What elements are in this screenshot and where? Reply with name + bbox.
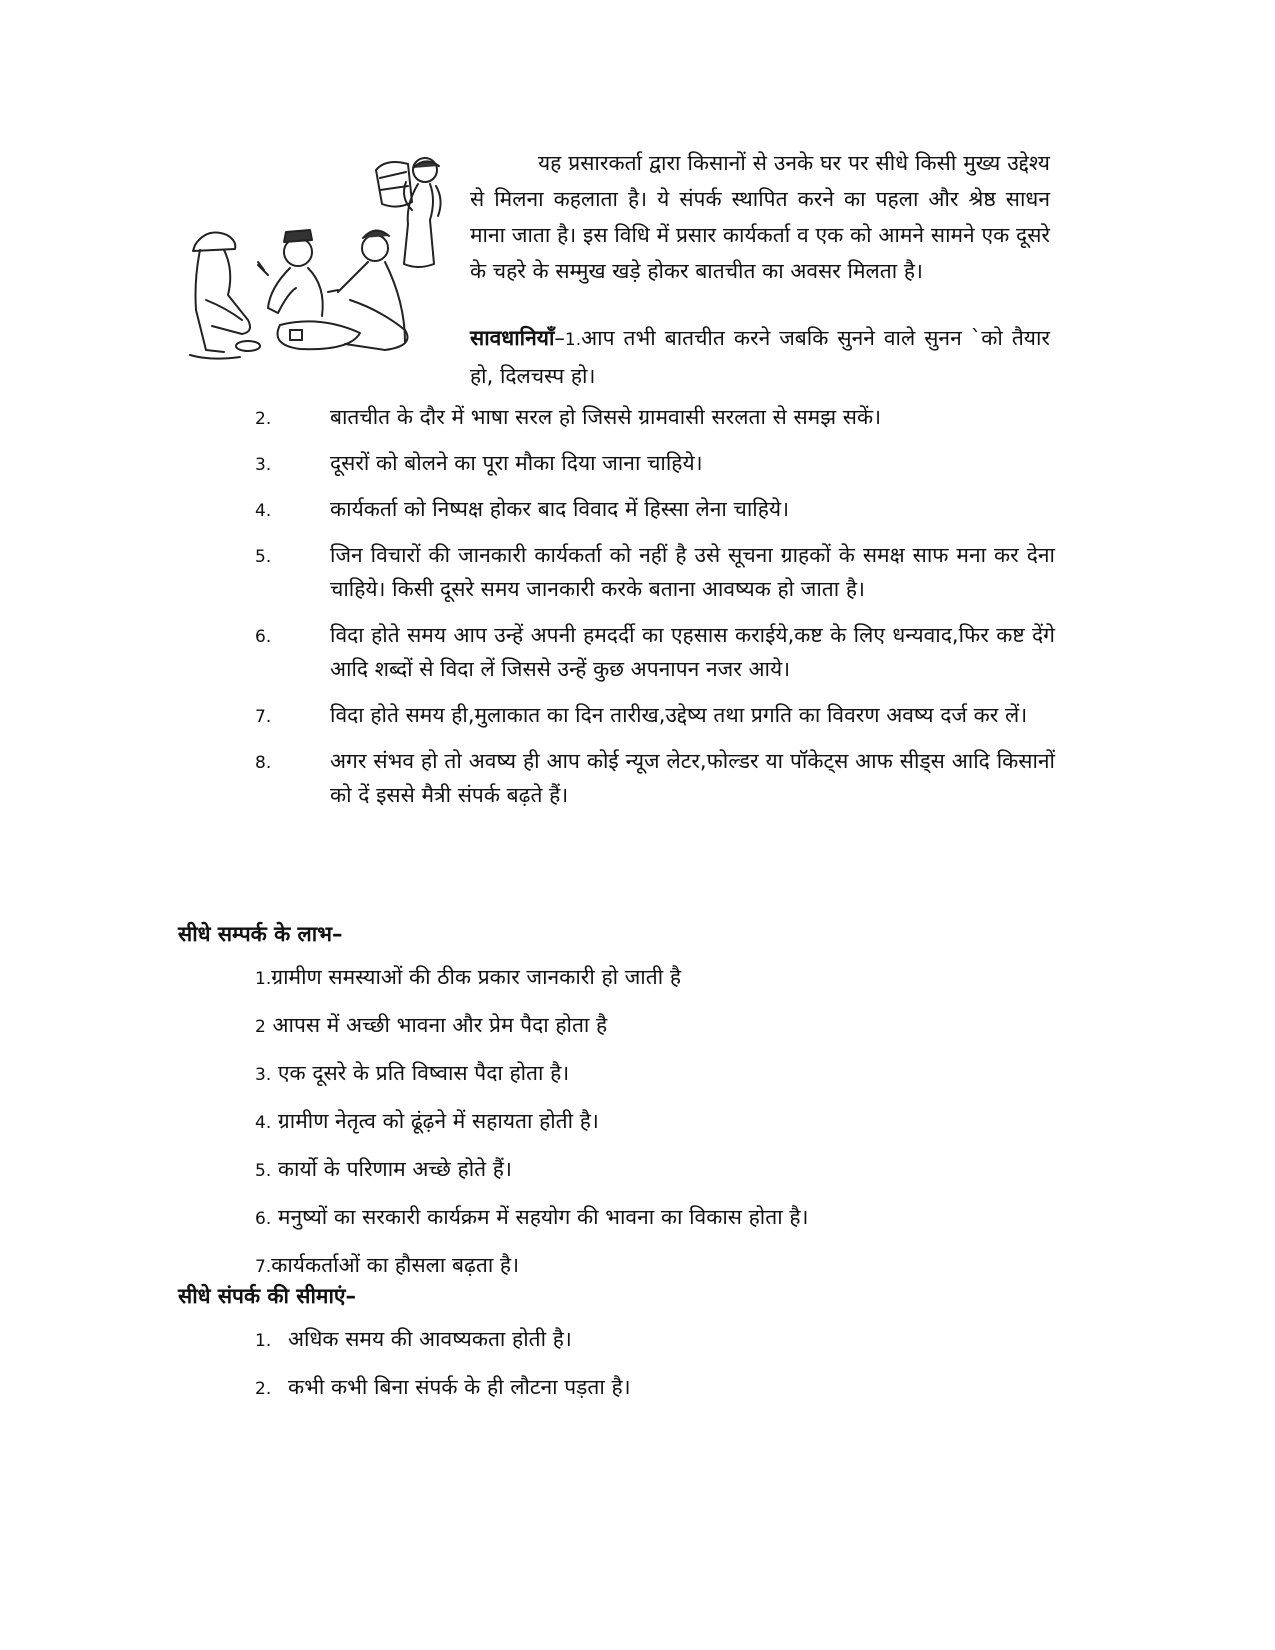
item-text: ग्रामीण समस्याओं की ठीक प्रकार जानकारी हो जाती है — [271, 965, 681, 989]
list-item — [255, 1322, 1055, 1358]
item-number: 2. — [255, 409, 272, 429]
item-number: 2. — [255, 1379, 272, 1399]
item-text: आपस में अच्छी भावना और प्रेम पैदा होता है — [265, 1013, 608, 1037]
item-text: कार्यो के परिणाम अच्छे होते हैं। — [271, 1157, 512, 1181]
list-item — [255, 1104, 1055, 1140]
benefits-list — [255, 960, 1055, 1296]
item-number: 7. — [255, 707, 272, 727]
item-number: 8. — [255, 753, 272, 773]
list-item — [255, 744, 1055, 812]
item-text: अधिक समय की आवष्यकता होती है। — [288, 1327, 572, 1351]
item-number: 2 — [255, 1017, 266, 1037]
cautions-list — [255, 400, 1055, 824]
item-number: 5. — [255, 547, 272, 567]
intro-text: यह प्रसारकर्ता द्वारा किसानों से उनके घर पर सीधे किसी मुख्य उद्देश्य से मिलना कहलाता है। ये संपर्क स्थापित करने का पहला और श्रेष्ठ साधन माना जाता है। इस विधि में प्रसार कार्यकर्ता व एक को आमने सामने एक दूसरे के चहरे के सम्मुख खड़े होकर बातचीत का अवसर मिलता है। — [470, 151, 1050, 283]
list-item — [255, 446, 1055, 480]
benefits-heading: सीधे सम्पर्क के लाभ– — [178, 922, 343, 946]
item-text: ग्रामीण नेतृत्व को ढूंढ़ने में सहायता होती है। — [271, 1109, 599, 1133]
item-text: कार्यकर्ताओं का हौसला बढ़ता है। — [271, 1253, 520, 1277]
cautions-first-number: 1. — [564, 330, 582, 350]
item-text: विदा होते समय ही,मुलाकात का दिन तारीख,उद्देष्य तथा प्रगति का विवरण अवष्य दर्ज कर लें। — [330, 703, 1028, 727]
item-number: 4. — [255, 1113, 272, 1133]
item-number: 4. — [255, 501, 272, 521]
villagers-illustration — [180, 150, 450, 365]
item-text: एक दूसरे के प्रति विष्वास पैदा होता है। — [271, 1061, 570, 1085]
list-item — [255, 1248, 1055, 1284]
item-text: कार्यकर्ता को निष्पक्ष होकर बाद विवाद में हिस्सा लेना चाहिये। — [330, 497, 790, 521]
cautions-first-item — [470, 320, 1050, 394]
item-number: 7. — [255, 1257, 272, 1277]
item-text: जिन विचारों की जानकारी कार्यकर्ता को नहीं है उसे सूचना ग्राहकों के समक्ष साफ मना कर देना चाहिये। किसी दूसरे समय जानकारी करके बताना आवष्यक हो जाता है। — [330, 543, 1055, 601]
list-item — [255, 1056, 1055, 1092]
item-number: 1. — [255, 969, 272, 989]
item-number: 5. — [255, 1161, 272, 1181]
list-item — [255, 960, 1055, 996]
intro-paragraph — [470, 145, 1050, 289]
list-item — [255, 698, 1055, 732]
list-item — [255, 1370, 1055, 1406]
list-item — [255, 1008, 1055, 1044]
item-number: 6. — [255, 627, 272, 647]
item-number: 6. — [255, 1209, 272, 1229]
list-item — [255, 538, 1055, 606]
item-number: 3. — [255, 455, 272, 475]
item-text: बातचीत के दौर में भाषा सरल हो जिससे ग्रामवासी सरलता से समझ सकें। — [330, 405, 882, 429]
item-number: 3. — [255, 1065, 272, 1085]
list-item — [255, 1200, 1055, 1236]
item-text: दूसरों को बोलने का पूरा मौका दिया जाना चाहिये। — [330, 451, 703, 475]
limits-list — [255, 1322, 1055, 1418]
item-text: मनुष्यों का सरकारी कार्यक्रम में सहयोग की भावना का विकास होता है। — [271, 1205, 809, 1229]
list-item — [255, 1152, 1055, 1188]
limits-heading: सीधे संपर्क की सीमाएं– — [178, 1284, 357, 1308]
cautions-heading: सावधानियाँ — [470, 326, 555, 350]
item-text: विदा होते समय आप उन्हें अपनी हमदर्दी का एहसास कराईये,कष्ट के लिए धन्यवाद,फिर कष्ट देंगे आदि शब्दों से विदा लें जिससे उन्हें कुछ अपनापन नजर आये। — [330, 623, 1055, 681]
list-item — [255, 492, 1055, 526]
cautions-first-text: आप तभी बातचीत करने जबकि सुनने वाले सुनन `को तैयार हो, दिलचस्प हो। — [470, 326, 1050, 388]
item-text: कभी कभी बिना संपर्क के ही लौटना पड़ता है। — [288, 1375, 631, 1399]
list-item — [255, 400, 1055, 434]
item-text: अगर संभव हो तो अवष्य ही आप कोई न्यूज लेटर,फोल्डर या पॉकेट्स आफ सीड्स आदि किसानों को दें इससे मैत्री संपर्क बढ़ते हैं। — [330, 749, 1055, 807]
item-number: 1. — [255, 1331, 272, 1351]
list-item — [255, 618, 1055, 686]
cautions-dash: – — [554, 326, 565, 350]
